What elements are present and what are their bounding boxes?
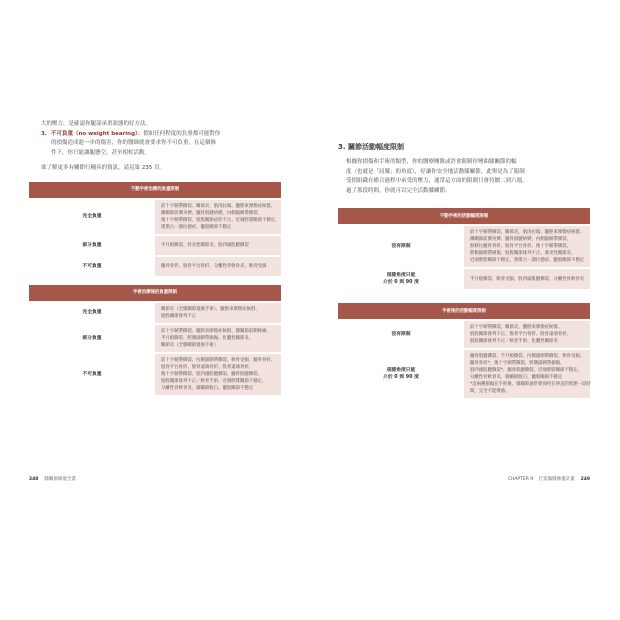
chapter-label: CHAPTER 9 [507,477,534,482]
table-nonsurgical-weight-bearing [29,182,281,276]
numbered-item-3: 3. 不可負重（no weight bearing）：假如任何程度的負重都可能對你 的損傷造成進一步的傷害，你的醫師就會要求你不可負重，在這個條 件下，你只能讓腿懸空，甚至相杖活動。 [41,130,281,159]
row-description: 前十字韌帶撕裂、內側副韌帶撕裂、軟骨受損、髕骨骨折、 股骨平台骨折、股骨遠端骨折、股骨遠端骨折、 後十字韌帶撕裂、股四頭肌腱撕裂、髕骨肌腱撕裂、 股股關節排列不正／軟骨手術、近端脛腓關節不穩定、 分離性骨軟骨炎、膝關節脫臼、髖股關節不穩定 [155,354,281,395]
row-description: 髕骨肌腱撕裂、半月板撕裂、內側副韌帶撕裂、軟骨受損、 髕骨骨折*、後十字韌帶撕裂、脛側副韌帶損傷、 股四頭肌腱撕裂*、髕骨肌腱撕裂、近端脛腓關節不穩定、 分離性骨軟骨炎、膝關節脫臼、髖股關節不穩定 *這兩種損傷在手術後，膝關節通常要保持在伸直的狀態一段時 間，完全不能彎曲。 [464,350,590,398]
item-number: 3. [41,130,47,137]
row-category: 沒有限制 [338,321,464,348]
book-spread [22,120,598,490]
right-footer [508,476,590,482]
row-description: 半月板撕裂、軟骨受損、股四頭肌腱撕裂、分離性骨軟骨炎 [464,269,590,289]
right-page [338,120,590,490]
table-row [338,350,590,398]
chapter-title: 打造傷膝修復計畫 [538,477,575,482]
table-surgical-weight-bearing [29,285,281,395]
paragraph: 大的壓力，是確認你腿部承重狀態的好方法。 [41,121,152,127]
intro-paragraph: 根據你損傷和手術的類型，你的醫療團隊或許會限制你彎曲膝關節的幅 度（也就是「屈膝」的角度），好讓你安全地活動膝關節。此舉是為了限制 受損組織在癒合過程中承受的壓力，通常這方面的限制只會持續二到六週， 過了那段時間，你就可以完全活動膝關節。 [346,159,528,194]
row-category: 完全負重 [29,200,155,234]
item-heading: 不可負重（no weight bearing）： [51,130,144,137]
left-page [29,120,281,490]
row-category: 部分負重 [29,236,155,255]
table-row [29,325,281,352]
row-description: 前十字韌帶撕裂、關節炎、肌肉拉傷、髖脛束摩擦症候群、 踝關節前側夾擠、髖骨肌腱病變、內側副韌帶撕裂、 無移位髕骨骨折、股骨平台骨折、後十字韌帶撕裂、 脛側副韌帶損傷、股股關節排列不正、發炎性關節炎、 近端脛腓關節不穩定、奧斯古一謝拉德症、髖股關節不穩定 [464,226,590,267]
table-row [29,236,281,255]
left-top-text [29,120,281,174]
table-title: 不動手術的活動幅度限制 [338,208,590,224]
row-category: 屈膝角度只能 介於 0 到 90 度 [338,269,464,289]
table-row [29,200,281,234]
row-category: 部分負重 [29,325,155,352]
row-category: 沒有限制 [338,226,464,267]
paragraph: 欲了解更多有關節行輔具的資訊，請見第 235 頁。 [41,165,165,172]
row-description: 髕骨骨折、股骨平台骨折、分離性骨軟骨炎、軟骨受損 [155,257,281,276]
table-row [29,257,281,276]
row-category: 完全負重 [29,303,155,323]
table-surgical-rom [338,303,590,398]
page-number: 248 [29,477,39,482]
row-description: 前十字韌帶撕裂、髖脛束摩擦症候群、膝關節前側疼痛、 半月板撕裂、脛側副韌帶損傷、化膿性關節炎、 關節炎（全膝關節置換手術） [155,325,281,352]
page-number: 249 [580,477,590,482]
row-description: 前十字韌帶撕裂、關節炎、髖脛束摩擦症候群、 股股關節排列不正、股骨平台骨折、股骨遠端骨折、 股股關節排列不正／軟骨手術、化膿性關節炎 [464,321,590,348]
section-title: 3. 關節活動幅度限制 [338,143,404,151]
table-row [338,269,590,289]
table-title: 手術治療後的負重限制 [29,285,281,301]
table-row [338,321,590,348]
row-category: 不可負重 [29,354,155,395]
table-row [29,303,281,323]
book-title: 膝關節修復全書 [44,477,76,482]
table-row [338,226,590,267]
row-description: 關節炎（全膝關節置換手術）、髖脛束摩擦症候群、 股股關節排列不正 [155,303,281,323]
table-nonsurgical-rom [338,208,590,289]
left-footer [29,476,76,482]
row-description: 半月板撕裂、骨炎性關節炎、股四頭肌腱撕裂 [155,236,281,255]
table-title: 不動手術治療的負重限制 [29,182,281,198]
row-description: 前十字韌帶撕裂、關節炎、肌肉拉傷、髖脛束摩擦症候群、 踝關節前側夾擠、髖骨肌腱病變、內側副韌帶撕裂、 後十字韌帶撕裂、股股關節症狀不正、近端脛腓關節不穩定、 奧斯古一謝拉德症、髖股關節不穩定 [155,200,281,234]
table-title: 手術後的活動幅度限制 [338,303,590,319]
row-category: 不可負重 [29,257,155,276]
table-row [29,354,281,395]
row-category: 屈膝角度只能 介於 0 到 90 度 [338,350,464,398]
